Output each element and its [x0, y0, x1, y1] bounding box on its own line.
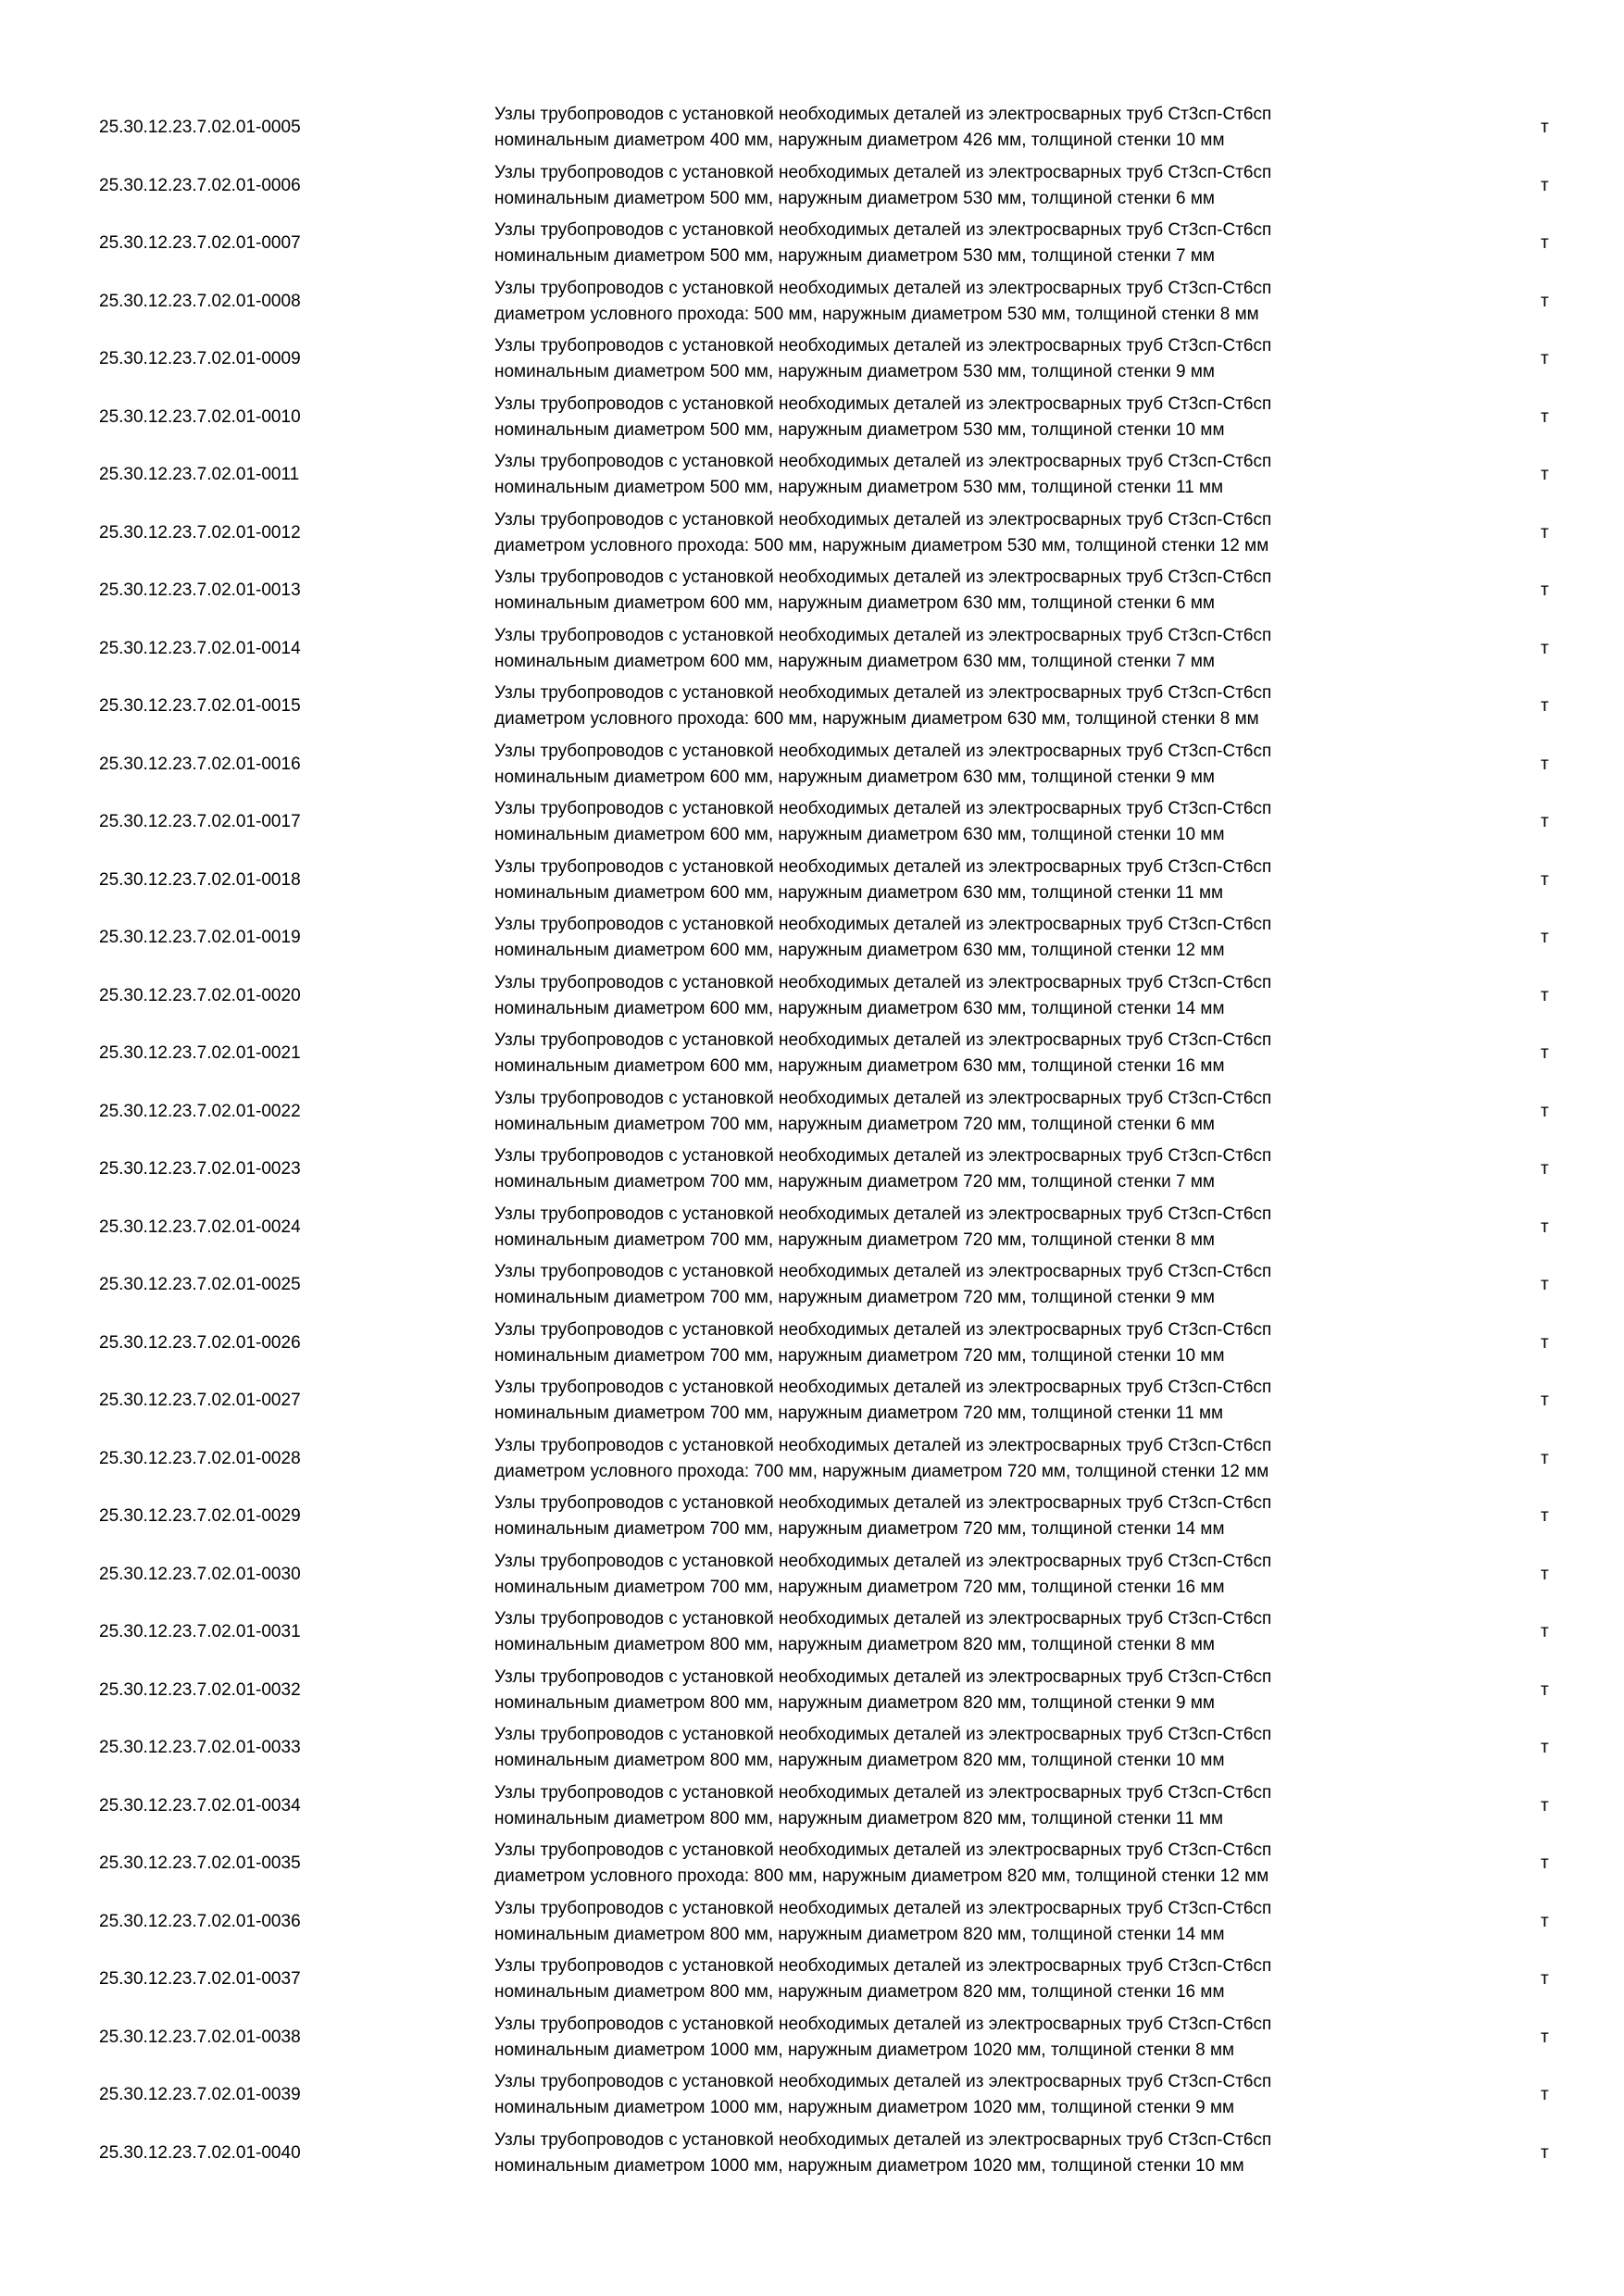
unit-of-measure: т	[1541, 1217, 1549, 1237]
resource-description	[494, 1202, 1420, 1254]
resource-description	[494, 1896, 1420, 1948]
unit-of-measure: т	[1541, 1448, 1549, 1468]
resource-code: 25.30.12.23.7.02.01-0006	[99, 175, 301, 195]
unit-of-measure: т	[1541, 291, 1549, 311]
unit-of-measure: т	[1541, 1622, 1549, 1641]
resource-code: 25.30.12.23.7.02.01-0022	[99, 1101, 301, 1121]
description-line-1: Узлы трубопроводов с установкой необходимых деталей из электросварных труб Ст3сп-Ст6сп	[494, 1609, 1272, 1628]
resource-code: 25.30.12.23.7.02.01-0031	[99, 1622, 301, 1641]
description-line-2: номинальным диаметром 700 мм, наружным диаметром 720 мм, толщиной стенки 10 мм	[494, 1345, 1225, 1366]
description-line-1: Узлы трубопроводов с установкой необходимых деталей из электросварных труб Ст3сп-Ст6сп	[494, 683, 1272, 703]
table-row	[0, 1662, 1624, 1720]
resource-code: 25.30.12.23.7.02.01-0009	[99, 349, 301, 368]
table-row	[0, 1256, 1624, 1315]
table-row	[0, 1141, 1624, 1199]
unit-of-measure: т	[1541, 118, 1549, 137]
resource-code: 25.30.12.23.7.02.01-0032	[99, 1679, 301, 1700]
unit-of-measure: т	[1541, 465, 1549, 484]
description-line-2: номинальным диаметром 400 мм, наружным диаметром 426 мм, толщиной стенки 10 мм	[494, 131, 1225, 150]
unit-of-measure: т	[1541, 1969, 1549, 1989]
resource-code: 25.30.12.23.7.02.01-0008	[99, 291, 301, 311]
description-line-1: Узлы трубопроводов с установкой необходимых деталей из электросварных труб Ст3сп-Ст6сп	[494, 1378, 1272, 1397]
description-line-2: номинальным диаметром 1000 мм, наружным диаметром 1020 мм, толщиной стенки 10 мм	[494, 2155, 1244, 2176]
unit-of-measure: т	[1541, 754, 1549, 774]
unit-of-measure: т	[1541, 812, 1549, 831]
description-line-2: номинальным диаметром 500 мм, наружным диаметром 530 мм, толщиной стенки 9 мм	[494, 362, 1215, 381]
description-line-1: Узлы трубопроводов с установкой необходимых деталей из электросварных труб Ст3сп-Ст6сп	[494, 1956, 1272, 1976]
resource-description	[494, 1375, 1420, 1427]
description-line-1: Узлы трубопроводов с установкой необходимых деталей из электросварных труб Ст3сп-Ст6сп	[494, 336, 1272, 356]
resource-description	[494, 1953, 1420, 2005]
table-row	[0, 1430, 1624, 1489]
description-line-1: Узлы трубопроводов с установкой необходимых деталей из электросварных труб Ст3сп-Ст6сп	[494, 625, 1272, 645]
unit-of-measure: т	[1541, 2027, 1549, 2047]
resource-description	[494, 276, 1420, 328]
table-row	[0, 736, 1624, 794]
resource-description	[494, 1722, 1420, 1774]
description-line-1: Узлы трубопроводов с установкой необходимых деталей из электросварных труб Ст3сп-Ст6сп	[494, 1841, 1272, 1860]
unit-of-measure: т	[1541, 406, 1549, 427]
description-line-2: номинальным диаметром 700 мм, наружным диаметром 720 мм, толщиной стенки 11 мм	[494, 1404, 1224, 1423]
unit-of-measure: т	[1541, 869, 1549, 890]
table-row	[0, 562, 1624, 620]
resource-description	[494, 1665, 1420, 1716]
resource-description	[494, 739, 1420, 791]
description-line-1: Узлы трубопроводов с установкой необходимых деталей из электросварных труб Ст3сп-Ст6сп	[494, 856, 1272, 877]
description-line-1: Узлы трубопроводов с установкой необходимых деталей из электросварных труб Ст3сп-Ст6сп	[494, 278, 1272, 298]
description-line-1: Узлы трубопроводов с установкой необходимых деталей из электросварных труб Ст3сп-Ст6сп	[494, 799, 1272, 818]
table-row	[0, 273, 1624, 331]
resource-description	[494, 2012, 1420, 2064]
description-line-2: номинальным диаметром 700 мм, наружным диаметром 720 мм, толщиной стенки 14 мм	[494, 1519, 1225, 1539]
resource-code: 25.30.12.23.7.02.01-0026	[99, 1332, 301, 1353]
description-line-2: номинальным диаметром 800 мм, наружным диаметром 820 мм, толщиной стенки 16 мм	[494, 1982, 1225, 2002]
description-line-2: номинальным диаметром 500 мм, наружным диаметром 530 мм, толщиной стенки 11 мм	[494, 478, 1224, 497]
table-row	[0, 1025, 1624, 1083]
resource-code: 25.30.12.23.7.02.01-0030	[99, 1564, 301, 1584]
unit-of-measure: т	[1541, 1043, 1549, 1063]
description-line-2: номинальным диаметром 600 мм, наружным диаметром 630 мм, толщиной стенки 6 мм	[494, 593, 1215, 613]
unit-of-measure: т	[1541, 1564, 1549, 1584]
resource-code: 25.30.12.23.7.02.01-0040	[99, 2142, 301, 2163]
unit-of-measure: т	[1541, 2142, 1549, 2163]
table-row	[0, 1893, 1624, 1952]
resource-code: 25.30.12.23.7.02.01-0014	[99, 638, 301, 658]
unit-of-measure: т	[1541, 1911, 1549, 1931]
description-line-1: Узлы трубопроводов с установкой необходимых деталей из электросварных труб Ст3сп-Ст6сп	[494, 1725, 1272, 1744]
description-line-2: номинальным диаметром 700 мм, наружным диаметром 720 мм, толщиной стенки 8 мм	[494, 1229, 1215, 1250]
description-line-1: Узлы трубопроводов с установкой необходимых деталей из электросварных труб Ст3сп-Ст6сп	[494, 105, 1272, 124]
table-row	[0, 1372, 1624, 1430]
description-line-2: номинальным диаметром 600 мм, наружным диаметром 630 мм, толщиной стенки 14 мм	[494, 998, 1225, 1018]
resource-code: 25.30.12.23.7.02.01-0012	[99, 522, 301, 543]
description-line-2: номинальным диаметром 1000 мм, наружным диаметром 1020 мм, толщиной стенки 9 мм	[494, 2098, 1235, 2117]
resource-code: 25.30.12.23.7.02.01-0038	[99, 2027, 301, 2047]
resource-description	[494, 392, 1420, 443]
description-line-2: номинальным диаметром 600 мм, наружным диаметром 630 мм, толщиной стенки 7 мм	[494, 651, 1215, 671]
table-row	[0, 2066, 1624, 2125]
description-line-2: номинальным диаметром 500 мм, наружным диаметром 530 мм, толщиной стенки 7 мм	[494, 246, 1215, 266]
description-line-1: Узлы трубопроводов с установкой необходимых деталей из электросварных труб Ст3сп-Ст6сп	[494, 1146, 1272, 1166]
resource-description	[494, 1838, 1420, 1890]
resource-code: 25.30.12.23.7.02.01-0013	[99, 580, 301, 600]
description-line-1: Узлы трубопроводов с установкой необходимых деталей из электросварных труб Ст3сп-Ст6сп	[494, 452, 1272, 471]
description-line-2: диаметром условного прохода: 500 мм, наружным диаметром 530 мм, толщиной стенки 12 мм	[494, 535, 1269, 555]
table-row	[0, 446, 1624, 505]
resource-description	[494, 855, 1420, 906]
unit-of-measure: т	[1541, 928, 1549, 947]
resource-code: 25.30.12.23.7.02.01-0010	[99, 406, 301, 427]
description-line-1: Узлы трубопроводов с установкой необходимых деталей из электросварных труб Ст3сп-Ст6сп	[494, 1493, 1272, 1513]
unit-of-measure: т	[1541, 1391, 1549, 1410]
description-line-2: номинальным диаметром 800 мм, наружным диаметром 820 мм, толщиной стенки 8 мм	[494, 1635, 1215, 1654]
description-line-2: диаметром условного прохода: 600 мм, наружным диаметром 630 мм, толщиной стенки 8 мм	[494, 709, 1259, 729]
resource-description	[494, 1259, 1420, 1311]
description-line-1: Узлы трубопроводов с установкой необходимых деталей из электросварных труб Ст3сп-Ст6сп	[494, 1898, 1272, 1918]
table-row	[0, 1951, 1624, 2009]
resource-code: 25.30.12.23.7.02.01-0039	[99, 2085, 301, 2104]
resource-code: 25.30.12.23.7.02.01-0017	[99, 812, 301, 831]
resource-description	[494, 218, 1420, 269]
unit-of-measure: т	[1541, 580, 1549, 600]
resource-code: 25.30.12.23.7.02.01-0020	[99, 985, 301, 1005]
unit-of-measure: т	[1541, 1275, 1549, 1294]
table-row	[0, 1835, 1624, 1893]
description-line-2: номинальным диаметром 800 мм, наружным диаметром 820 мм, толщиной стенки 10 мм	[494, 1751, 1225, 1770]
unit-of-measure: т	[1541, 638, 1549, 658]
resource-code: 25.30.12.23.7.02.01-0023	[99, 1159, 301, 1179]
resource-description	[494, 1433, 1420, 1485]
description-line-1: Узлы трубопроводов с установкой необходимых деталей из электросварных труб Ст3сп-Ст6сп	[494, 568, 1272, 587]
table-row	[0, 1546, 1624, 1604]
description-line-2: номинальным диаметром 800 мм, наружным диаметром 820 мм, толщиной стенки 11 мм	[494, 1808, 1224, 1828]
unit-of-measure: т	[1541, 1738, 1549, 1757]
resource-code: 25.30.12.23.7.02.01-0028	[99, 1448, 301, 1468]
table-row	[0, 1778, 1624, 1836]
description-line-1: Узлы трубопроводов с установкой необходимых деталей из электросварных труб Ст3сп-Ст6сп	[494, 915, 1272, 934]
resource-code: 25.30.12.23.7.02.01-0015	[99, 696, 301, 716]
resource-code: 25.30.12.23.7.02.01-0007	[99, 233, 301, 253]
description-line-1: Узлы трубопроводов с установкой необходимых деталей из электросварных труб Ст3сп-Ст6сп	[494, 1319, 1272, 1340]
table-row	[0, 389, 1624, 447]
table-row	[0, 505, 1624, 563]
description-line-1: Узлы трубопроводов с установкой необходимых деталей из электросварных труб Ст3сп-Ст6сп	[494, 1204, 1272, 1224]
resource-code: 25.30.12.23.7.02.01-0019	[99, 928, 301, 947]
description-line-2: номинальным диаметром 600 мм, наружным диаметром 630 мм, толщиной стенки 16 мм	[494, 1056, 1225, 1076]
description-line-1: Узлы трубопроводов с установкой необходимых деталей из электросварных труб Ст3сп-Ст6сп	[494, 1088, 1272, 1108]
unit-of-measure: т	[1541, 1506, 1549, 1526]
description-line-2: номинальным диаметром 700 мм, наружным диаметром 720 мм, толщиной стенки 6 мм	[494, 1114, 1215, 1134]
description-line-1: Узлы трубопроводов с установкой необходимых деталей из электросварных труб Ст3сп-Ст6сп	[494, 1435, 1272, 1455]
description-line-1: Узлы трубопроводов с установкой необходимых деталей из электросварных труб Ст3сп-Ст6сп	[494, 741, 1272, 761]
unit-of-measure: т	[1541, 175, 1549, 195]
resource-code: 25.30.12.23.7.02.01-0011	[99, 465, 300, 484]
resource-description	[494, 507, 1420, 559]
unit-of-measure: т	[1541, 1332, 1549, 1353]
resource-description	[494, 1143, 1420, 1195]
table-row	[0, 215, 1624, 273]
resource-code: 25.30.12.23.7.02.01-0025	[99, 1275, 301, 1294]
resource-code: 25.30.12.23.7.02.01-0005	[99, 118, 301, 137]
resource-description	[494, 449, 1420, 501]
unit-of-measure: т	[1541, 1101, 1549, 1121]
resource-code: 25.30.12.23.7.02.01-0033	[99, 1738, 301, 1757]
description-line-2: номинальным диаметром 700 мм, наружным диаметром 720 мм, толщиной стенки 9 мм	[494, 1288, 1215, 1307]
resource-description	[494, 1028, 1420, 1079]
description-line-1: Узлы трубопроводов с установкой необходимых деталей из электросварных труб Ст3сп-Ст6сп	[494, 162, 1272, 182]
resource-description	[494, 333, 1420, 385]
table-row	[0, 2009, 1624, 2067]
description-line-1: Узлы трубопроводов с установкой необходимых деталей из электросварных труб Ст3сп-Ст6сп	[494, 393, 1272, 414]
unit-of-measure: т	[1541, 2085, 1549, 2104]
description-line-2: диаметром условного прохода: 500 мм, наружным диаметром 530 мм, толщиной стенки 8 мм	[494, 304, 1259, 324]
resource-description	[494, 1549, 1420, 1601]
resource-code: 25.30.12.23.7.02.01-0016	[99, 754, 301, 774]
resource-table	[0, 99, 1624, 2182]
table-row	[0, 2125, 1624, 2183]
description-line-1: Узлы трубопроводов с установкой необходимых деталей из электросварных труб Ст3сп-Ст6сп	[494, 220, 1272, 240]
description-line-2: номинальным диаметром 1000 мм, наружным диаметром 1020 мм, толщиной стенки 8 мм	[494, 2040, 1235, 2060]
resource-code: 25.30.12.23.7.02.01-0035	[99, 1853, 301, 1873]
unit-of-measure: т	[1541, 1679, 1549, 1700]
resource-description	[494, 565, 1420, 617]
resource-code: 25.30.12.23.7.02.01-0027	[99, 1391, 301, 1410]
resource-description	[494, 680, 1420, 732]
description-line-1: Узлы трубопроводов с установкой необходимых деталей из электросварных труб Ст3сп-Ст6сп	[494, 2129, 1272, 2150]
table-row	[0, 1315, 1624, 1373]
resource-description	[494, 912, 1420, 964]
table-row	[0, 1488, 1624, 1546]
description-line-2: номинальным диаметром 800 мм, наружным диаметром 820 мм, толщиной стенки 14 мм	[494, 1924, 1225, 1944]
table-row	[0, 1199, 1624, 1257]
resource-code: 25.30.12.23.7.02.01-0036	[99, 1911, 301, 1931]
resource-description	[494, 970, 1420, 1022]
description-line-1: Узлы трубопроводов с установкой необходимых деталей из электросварных труб Ст3сп-Ст6сп	[494, 1262, 1272, 1281]
description-line-2: номинальным диаметром 500 мм, наружным диаметром 530 мм, толщиной стенки 6 мм	[494, 188, 1215, 208]
description-line-1: Узлы трубопроводов с установкой необходимых деталей из электросварных труб Ст3сп-Ст6сп	[494, 2072, 1272, 2091]
table-row	[0, 909, 1624, 967]
table-row	[0, 793, 1624, 852]
description-line-1: Узлы трубопроводов с установкой необходимых деталей из электросварных труб Ст3сп-Ст6сп	[494, 509, 1272, 530]
unit-of-measure: т	[1541, 1853, 1549, 1873]
description-line-2: номинальным диаметром 600 мм, наружным диаметром 630 мм, толщиной стенки 10 мм	[494, 825, 1225, 844]
table-row	[0, 1603, 1624, 1662]
table-row	[0, 1083, 1624, 1142]
table-row	[0, 620, 1624, 679]
table-row	[0, 967, 1624, 1026]
unit-of-measure: т	[1541, 522, 1549, 543]
resource-code: 25.30.12.23.7.02.01-0034	[99, 1795, 301, 1816]
table-row	[0, 331, 1624, 389]
unit-of-measure: т	[1541, 696, 1549, 716]
resource-description	[494, 2128, 1420, 2179]
description-line-1: Узлы трубопроводов с установкой необходимых деталей из электросварных труб Ст3сп-Ст6сп	[494, 2014, 1272, 2034]
resource-code: 25.30.12.23.7.02.01-0018	[99, 869, 301, 890]
resource-description	[494, 1086, 1420, 1138]
table-row	[0, 1719, 1624, 1778]
description-line-2: диаметром условного прохода: 800 мм, наружным диаметром 820 мм, толщиной стенки 12 мм	[494, 1866, 1269, 1886]
unit-of-measure: т	[1541, 985, 1549, 1005]
description-line-2: номинальным диаметром 800 мм, наружным диаметром 820 мм, толщиной стенки 9 мм	[494, 1692, 1215, 1713]
resource-description	[494, 1317, 1420, 1369]
description-line-1: Узлы трубопроводов с установкой необходимых деталей из электросварных труб Ст3сп-Ст6сп	[494, 1666, 1272, 1687]
description-line-2: номинальным диаметром 700 мм, наружным диаметром 720 мм, толщиной стенки 7 мм	[494, 1172, 1215, 1192]
description-line-1: Узлы трубопроводов с установкой необходимых деталей из электросварных труб Ст3сп-Ст6сп	[494, 1782, 1272, 1803]
resource-description	[494, 1491, 1420, 1542]
description-line-2: диаметром условного прохода: 700 мм, наружным диаметром 720 мм, толщиной стенки 12 мм	[494, 1461, 1269, 1481]
resource-code: 25.30.12.23.7.02.01-0024	[99, 1217, 301, 1237]
description-line-2: номинальным диаметром 600 мм, наружным диаметром 630 мм, толщиной стенки 11 мм	[494, 882, 1224, 903]
resource-code: 25.30.12.23.7.02.01-0021	[99, 1043, 301, 1063]
resource-description	[494, 160, 1420, 212]
description-line-2: номинальным диаметром 700 мм, наружным диаметром 720 мм, толщиной стенки 16 мм	[494, 1577, 1225, 1597]
table-row	[0, 852, 1624, 910]
description-line-1: Узлы трубопроводов с установкой необходимых деталей из электросварных труб Ст3сп-Ст6сп	[494, 1030, 1272, 1050]
unit-of-measure: т	[1541, 233, 1549, 253]
resource-description	[494, 102, 1420, 154]
description-line-2: номинальным диаметром 500 мм, наружным диаметром 530 мм, толщиной стенки 10 мм	[494, 419, 1225, 440]
unit-of-measure: т	[1541, 349, 1549, 368]
unit-of-measure: т	[1541, 1795, 1549, 1816]
description-line-2: номинальным диаметром 600 мм, наружным диаметром 630 мм, толщиной стенки 12 мм	[494, 941, 1225, 960]
resource-description	[494, 1780, 1420, 1832]
resource-code: 25.30.12.23.7.02.01-0037	[99, 1969, 301, 1989]
description-line-1: Узлы трубопроводов с установкой необходимых деталей из электросварных труб Ст3сп-Ст6сп	[494, 972, 1272, 992]
unit-of-measure: т	[1541, 1159, 1549, 1179]
table-row	[0, 678, 1624, 736]
resource-description	[494, 623, 1420, 675]
resource-code: 25.30.12.23.7.02.01-0029	[99, 1506, 301, 1526]
resource-description	[494, 796, 1420, 848]
resource-description	[494, 1606, 1420, 1658]
table-row	[0, 157, 1624, 216]
resource-description	[494, 2069, 1420, 2121]
description-line-2: номинальным диаметром 600 мм, наружным диаметром 630 мм, толщиной стенки 9 мм	[494, 767, 1215, 787]
table-row	[0, 99, 1624, 157]
description-line-1: Узлы трубопроводов с установкой необходимых деталей из электросварных труб Ст3сп-Ст6сп	[494, 1551, 1272, 1571]
